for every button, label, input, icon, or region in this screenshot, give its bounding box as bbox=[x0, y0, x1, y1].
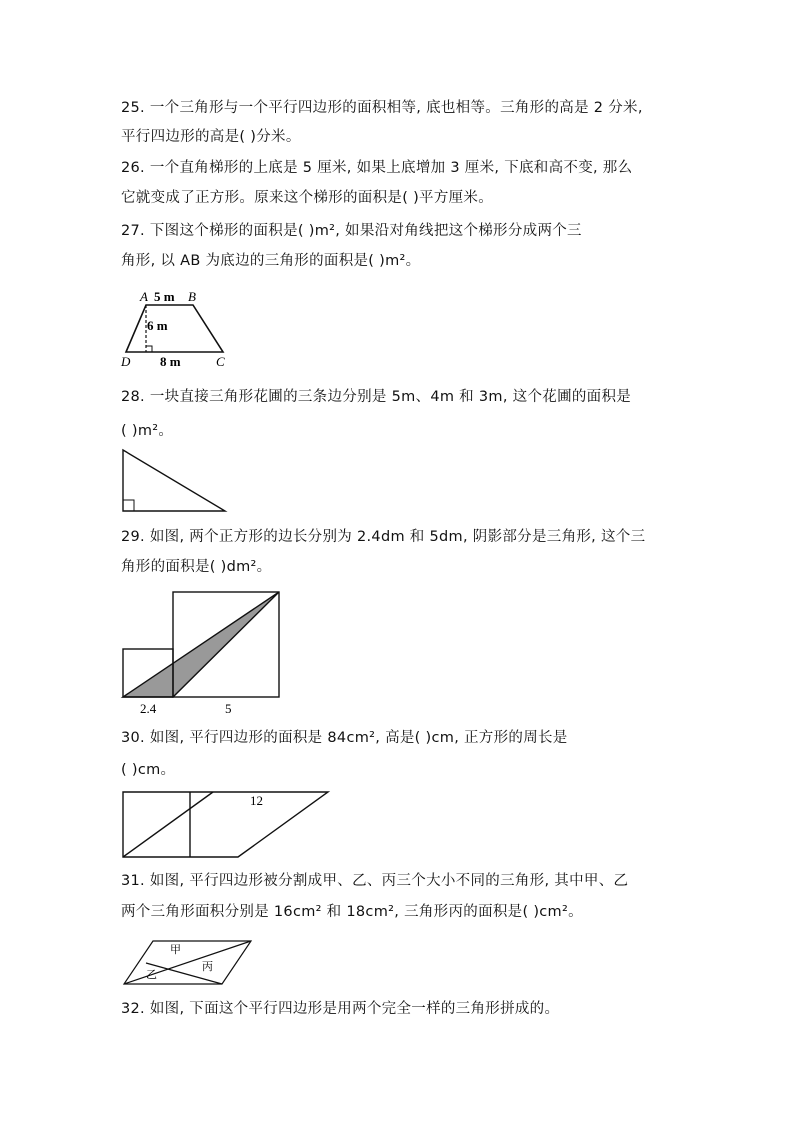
right-triangle-figure bbox=[118, 445, 233, 515]
q31-line2: 两个三角形面积分别是 16cm² 和 18cm², 三角形丙的面积是( )cm²。 bbox=[121, 904, 583, 920]
label-bing: 丙 bbox=[202, 961, 213, 973]
right-angle-mark bbox=[123, 500, 134, 511]
label-side: 12 bbox=[250, 793, 263, 808]
q30-line2: ( )cm。 bbox=[121, 762, 176, 778]
triangles-parallelogram-figure bbox=[118, 936, 258, 990]
q25-line2: 平行四边形的高是( )分米。 bbox=[121, 129, 301, 145]
label-d: D bbox=[121, 354, 131, 369]
q29-line2: 角形的面积是( )dm²。 bbox=[121, 559, 272, 575]
trapezoid-figure bbox=[118, 285, 238, 370]
label-large-side: 5 bbox=[225, 701, 232, 716]
diagonal-line bbox=[123, 792, 213, 857]
label-b: B bbox=[188, 289, 196, 304]
q26-line2: 它就变成了正方形。原来这个梯形的面积是( )平方厘米。 bbox=[121, 190, 494, 206]
q30-line1: 30. 如图, 平行四边形的面积是 84cm², 高是( )cm, 正方形的周长是 bbox=[121, 730, 568, 746]
split-line-1 bbox=[124, 941, 251, 984]
q28-line2: ( )m²。 bbox=[121, 423, 174, 439]
label-bottom: 8 m bbox=[160, 354, 181, 369]
label-small-side: 2.4 bbox=[140, 701, 157, 716]
right-triangle-shape bbox=[123, 450, 225, 511]
label-c: C bbox=[216, 354, 225, 369]
trapezoid-shape bbox=[126, 305, 223, 352]
two-squares-figure bbox=[118, 588, 286, 718]
q31-line1: 31. 如图, 平行四边形被分割成甲、乙、丙三个大小不同的三角形, 其中甲、乙 bbox=[121, 873, 629, 889]
q25-line1: 25. 一个三角形与一个平行四边形的面积相等, 底也相等。三角形的高是 2 分米, bbox=[121, 100, 643, 116]
q28-line1: 28. 一块直接三角形花圃的三条边分别是 5m、4m 和 3m, 这个花圃的面积是 bbox=[121, 389, 632, 405]
label-a: A bbox=[140, 289, 148, 304]
q29-line1: 29. 如图, 两个正方形的边长分别为 2.4dm 和 5dm, 阴影部分是三角形, 这个三 bbox=[121, 529, 646, 545]
q27-line1: 27. 下图这个梯形的面积是( )m², 如果沿对角线把这个梯形分成两个三 bbox=[121, 223, 582, 239]
q32-line1: 32. 如图, 下面这个平行四边形是用两个完全一样的三角形拼成的。 bbox=[121, 1001, 560, 1017]
label-height: 6 m bbox=[147, 318, 168, 333]
q26-line1: 26. 一个直角梯形的上底是 5 厘米, 如果上底增加 3 厘米, 下底和高不变, 那么 bbox=[121, 160, 633, 176]
parallelogram-square-figure bbox=[118, 786, 333, 861]
right-angle-mark bbox=[146, 346, 152, 352]
label-top: 5 m bbox=[154, 289, 175, 304]
label-jia: 甲 bbox=[170, 944, 181, 956]
label-yi: 乙 bbox=[146, 969, 157, 981]
q27-line2: 角形, 以 AB 为底边的三角形的面积是( )m²。 bbox=[121, 253, 421, 269]
shaded-triangle bbox=[123, 592, 279, 697]
parallelogram-shape bbox=[123, 792, 328, 857]
